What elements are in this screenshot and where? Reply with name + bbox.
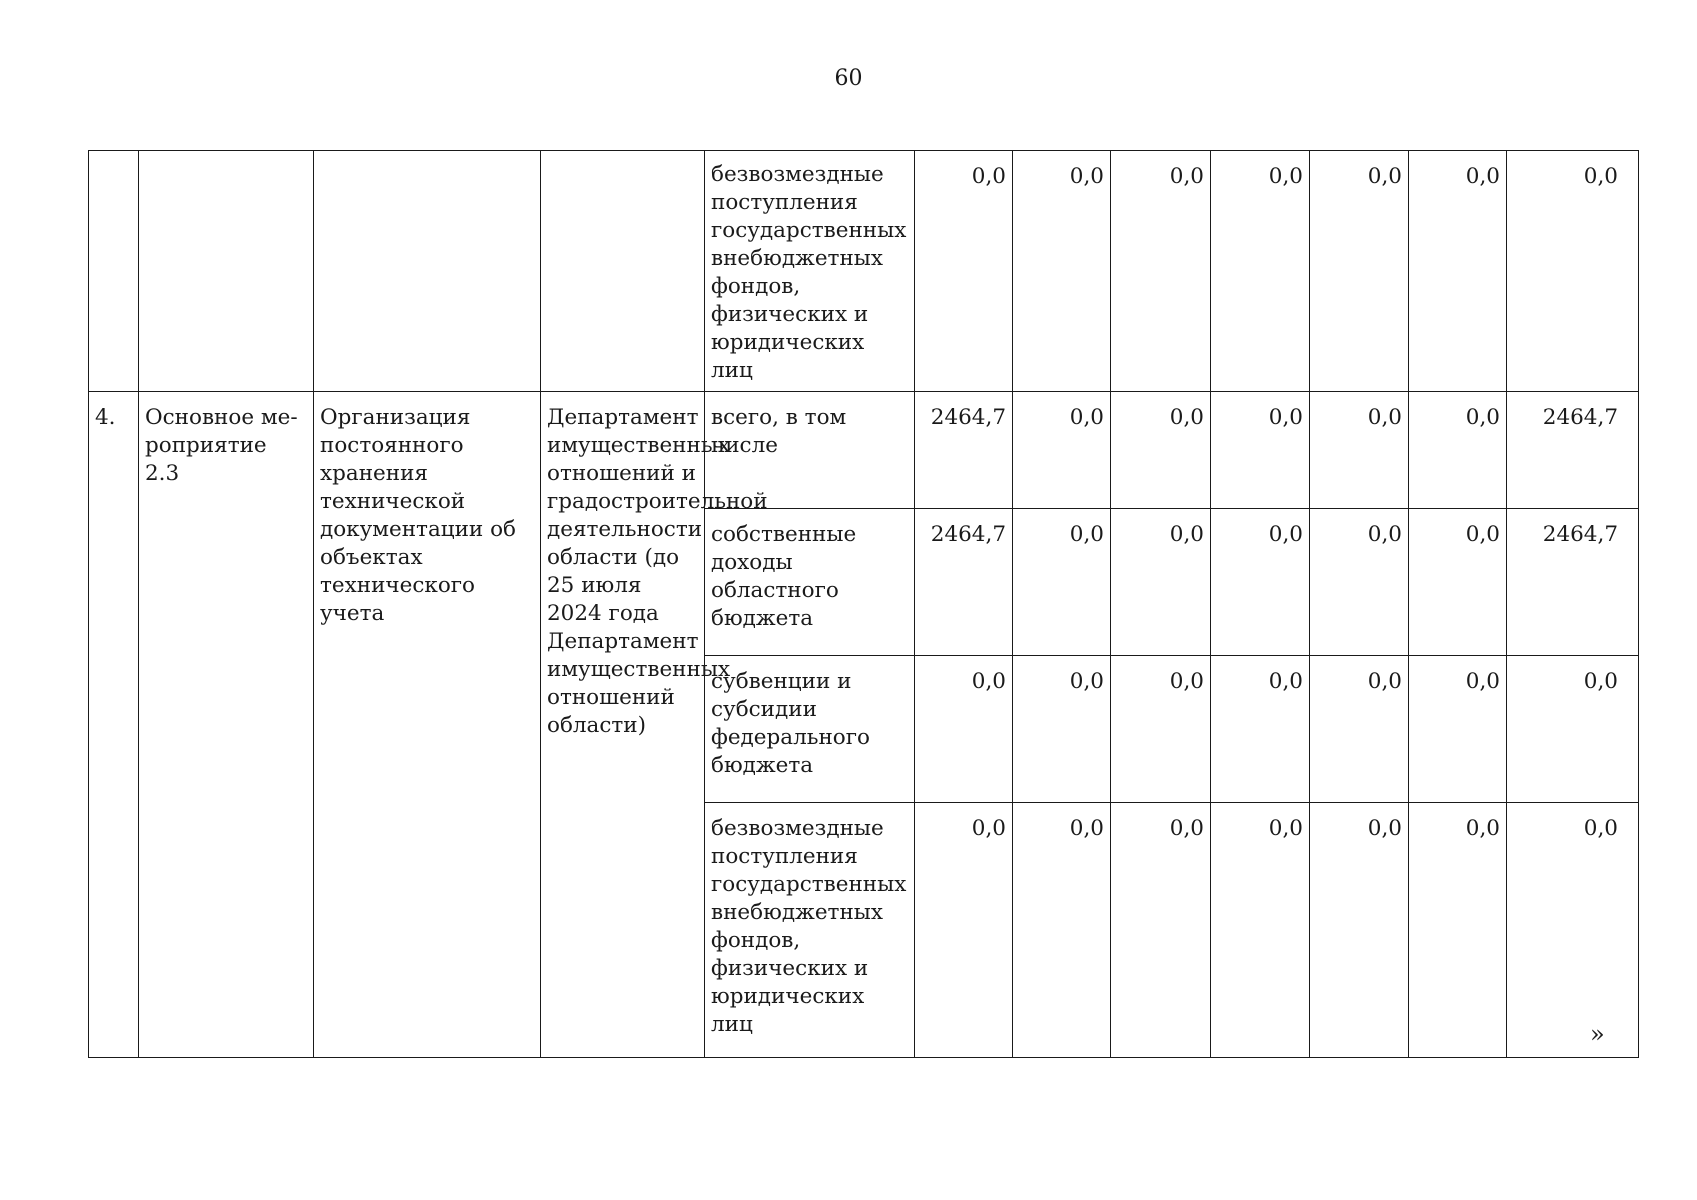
value-cell: 0,0 bbox=[1111, 803, 1211, 1058]
item-number: 4. bbox=[89, 392, 139, 1058]
cell-empty bbox=[314, 151, 541, 392]
value-cell: 0,0 bbox=[1013, 803, 1111, 1058]
value-cell: 0,0 bbox=[1409, 803, 1507, 1058]
funding-source: собственные доходы областного бюджета bbox=[705, 509, 915, 656]
value-cell: 0,0 bbox=[1013, 509, 1111, 656]
value-cell: 0,0 bbox=[1409, 509, 1507, 656]
event-name-line: роприятие 2.3 bbox=[145, 433, 267, 486]
value-cell: 0,0 bbox=[1211, 803, 1310, 1058]
value-cell: 0,0 bbox=[1507, 656, 1639, 803]
value-cell: 0,0 bbox=[1211, 392, 1310, 509]
value-cell: 2464,7 bbox=[1507, 392, 1639, 509]
page-number: 60 bbox=[834, 66, 863, 91]
funding-source: субвенции и субсидии федерального бюджета bbox=[705, 656, 915, 803]
value-cell: 0,0 bbox=[1211, 656, 1310, 803]
value-cell: 0,0 bbox=[1111, 656, 1211, 803]
value-cell: 0,0 bbox=[1310, 151, 1409, 392]
cell-empty bbox=[139, 151, 314, 392]
value-cell: 0,0 bbox=[1013, 151, 1111, 392]
cell-empty bbox=[541, 151, 705, 392]
value-cell: 0,0 bbox=[915, 803, 1013, 1058]
budget-table bbox=[88, 150, 1639, 1058]
value-cell: 0,0 bbox=[1111, 392, 1211, 509]
event-name-line: Основное ме- bbox=[145, 405, 298, 430]
table-row bbox=[89, 151, 1639, 392]
closing-quote-mark: » bbox=[1590, 1020, 1605, 1048]
value-cell: 2464,7 bbox=[1507, 509, 1639, 656]
funding-source: безвозмездные поступления государственных внебюджетных фондов, физических и юридических лиц bbox=[705, 151, 915, 392]
funding-source: всего, в том числе bbox=[705, 392, 915, 509]
cell-empty bbox=[89, 151, 139, 392]
value-cell: 0,0 bbox=[1211, 509, 1310, 656]
value-cell: 0,0 bbox=[1409, 151, 1507, 392]
value-cell: 0,0 bbox=[1507, 151, 1639, 392]
table-row bbox=[89, 392, 1639, 509]
value-cell: 2464,7 bbox=[915, 392, 1013, 509]
value-cell: 0,0 bbox=[1310, 656, 1409, 803]
executor: Департамент имущественных отношений и градостроительной деятельности области (до 25 июля 2024 года Департамент имущественных отношений области) bbox=[541, 392, 705, 1058]
value-cell: 0,0 bbox=[1310, 509, 1409, 656]
value-cell: 0,0 bbox=[1507, 803, 1639, 1058]
value-cell: 0,0 bbox=[1111, 151, 1211, 392]
value-cell: 0,0 bbox=[1111, 509, 1211, 656]
event-description: Организация постоянного хранения технической документации об объектах технического учета bbox=[314, 392, 541, 1058]
value-cell: 2464,7 bbox=[915, 509, 1013, 656]
value-cell: 0,0 bbox=[1013, 656, 1111, 803]
funding-source: безвозмездные поступления государственных внебюджетных фондов, физических и юридических лиц bbox=[705, 803, 915, 1058]
value-cell: 0,0 bbox=[915, 656, 1013, 803]
event-name bbox=[139, 392, 314, 1058]
value-cell: 0,0 bbox=[1409, 656, 1507, 803]
value-cell: 0,0 bbox=[915, 151, 1013, 392]
value-cell: 0,0 bbox=[1211, 151, 1310, 392]
value-cell: 0,0 bbox=[1310, 803, 1409, 1058]
value-cell: 0,0 bbox=[1013, 392, 1111, 509]
value-cell: 0,0 bbox=[1310, 392, 1409, 509]
value-cell: 0,0 bbox=[1409, 392, 1507, 509]
